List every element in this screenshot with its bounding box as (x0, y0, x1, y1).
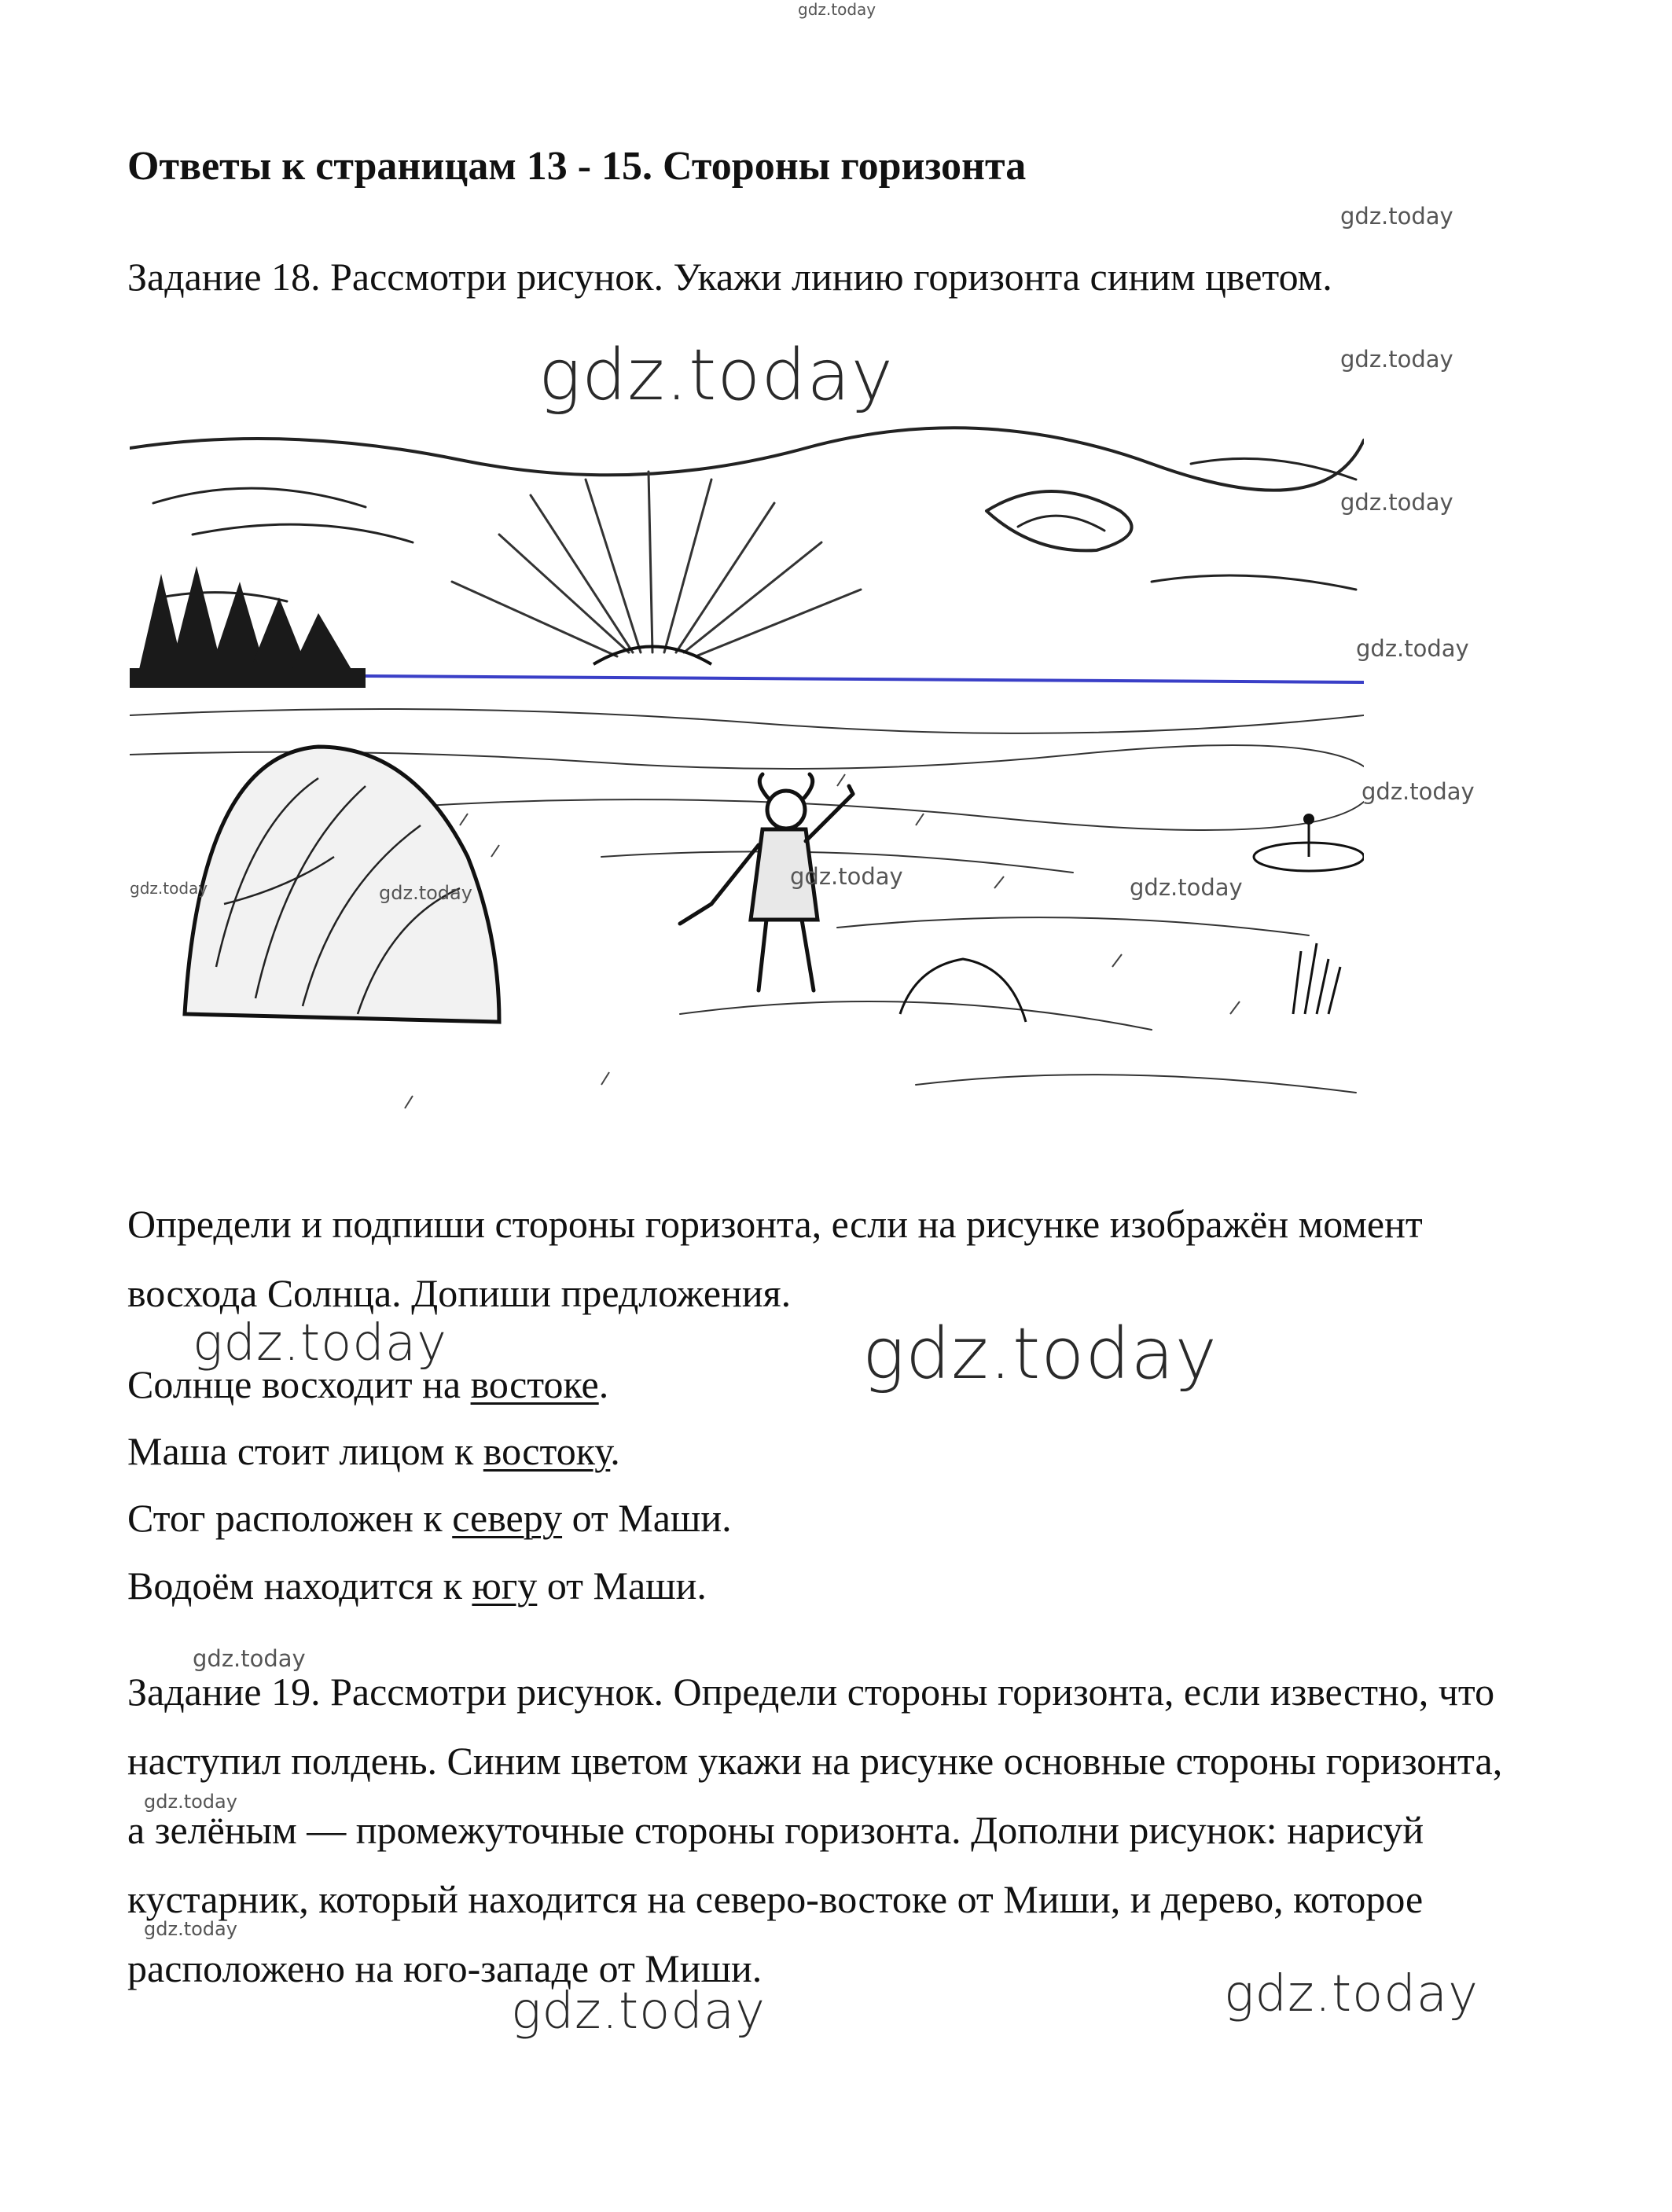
watermark-large: gdz.today (193, 1314, 447, 1372)
task19-prompt: Задание 19. Рассмотри рисунок. Определи стороны горизонта, если известно, что наступил полдень. Синим цветом укажи на рисунке основные стороны горизонта, а зелёным — промежуточные стороны горизонта. Дополни рисунок: нарисуй кустарник, который находится на северо-востоке от Миши, и дерево, которое расположено на юго-западе от Миши. (127, 1670, 1503, 1990)
watermark: gdz.today (1356, 635, 1469, 662)
watermark-large: gdz.today (1224, 1965, 1479, 2023)
watermark: gdz.today (144, 1918, 237, 1940)
watermark: gdz.today (379, 882, 472, 904)
watermark: gdz.today (1340, 203, 1453, 230)
answer-2: востоку (483, 1429, 611, 1473)
answer-sentence-4: Водоём находится к югу от Маши. (127, 1563, 707, 1608)
answer-sentence-1: Солнце восходит на востоке. (127, 1362, 609, 1406)
watermark: gdz.today (1130, 874, 1243, 901)
watermark-large: gdz.today (862, 1313, 1218, 1395)
watermark: gdz.today (1340, 489, 1453, 516)
answer-1: востоке (470, 1362, 599, 1406)
watermark-large: gdz.today (511, 1982, 766, 2041)
watermark: gdz.today (1361, 778, 1475, 805)
answer-3: северу (452, 1496, 563, 1540)
landscape-illustration (130, 417, 1364, 1152)
answer-4: югу (472, 1563, 538, 1608)
watermark: gdz.today (144, 1791, 237, 1813)
page-title: Ответы к страницам 13 - 15. Стороны горизонта (127, 144, 1027, 189)
answer-sentence-3: Стог расположен к северу от Маши. (127, 1496, 732, 1540)
answer-sentence-2: Маша стоит лицом к востоку. (127, 1429, 620, 1473)
watermark: gdz.today (130, 879, 208, 898)
task18-question: Определи и подпиши стороны горизонта, если на рисунке изображён момент восхода Солнца. Допиши предложения. (127, 1202, 1423, 1315)
task18-prompt: Задание 18. Рассмотри рисунок. Укажи линию горизонта синим цветом. (127, 255, 1332, 299)
watermark-top: gdz.today (798, 0, 876, 19)
landscape-sunrise-illustration (130, 417, 1364, 1152)
watermark: gdz.today (193, 1645, 306, 1672)
watermark: gdz.today (790, 863, 903, 890)
watermark-large: gdz.today (538, 334, 894, 417)
watermark: gdz.today (1340, 346, 1453, 373)
